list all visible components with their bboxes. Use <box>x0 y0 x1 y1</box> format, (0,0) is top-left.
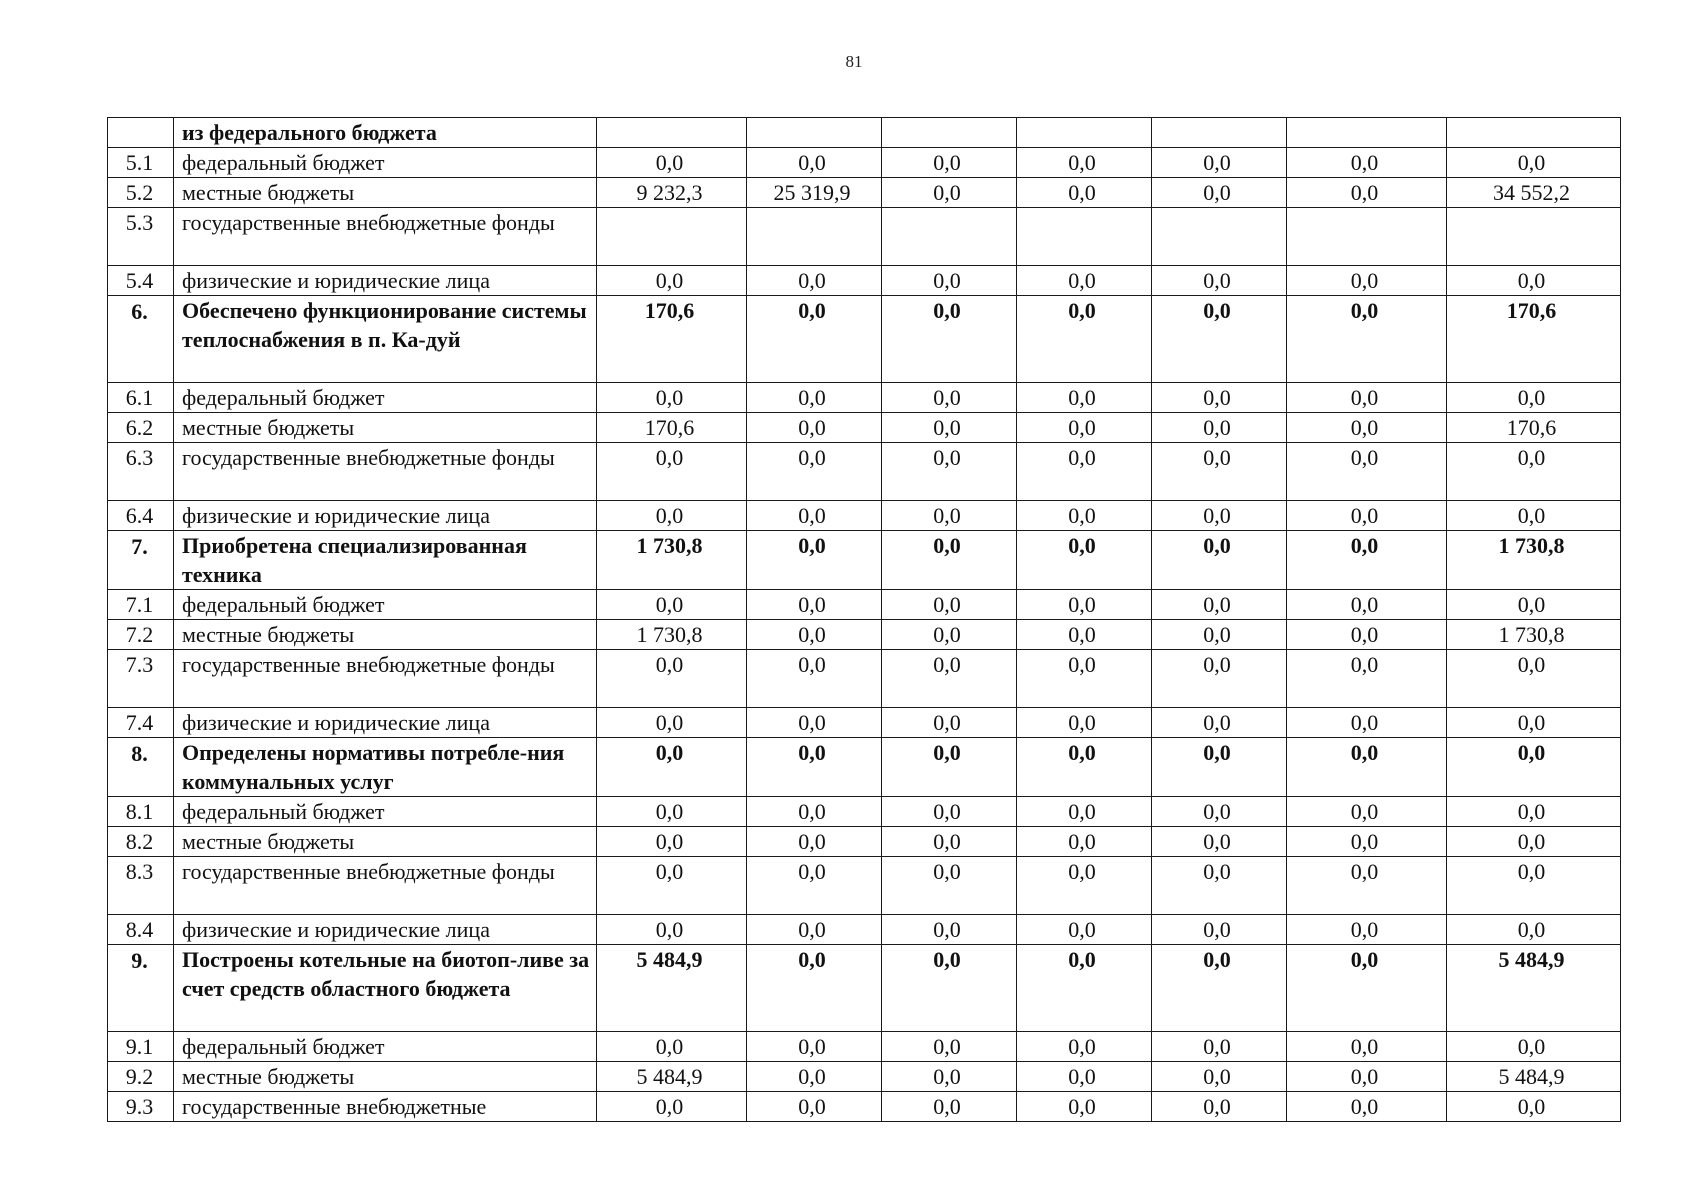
value-cell: 0,0 <box>882 443 1017 501</box>
value-cell: 0,0 <box>1017 620 1152 650</box>
value-cell: 0,0 <box>882 590 1017 620</box>
value-cell: 0,0 <box>882 1092 1017 1122</box>
row-name: Построены котельные на биотоп-ливе за счет средств областного бюджета <box>174 945 597 1032</box>
value-cell: 9 232,3 <box>597 178 747 208</box>
value-cell: 0,0 <box>597 1092 747 1122</box>
value-cell: 0,0 <box>882 266 1017 296</box>
row-name: государственные внебюджетные <box>174 1092 597 1122</box>
value-cell: 0,0 <box>747 708 882 738</box>
value-cell: 0,0 <box>1017 915 1152 945</box>
table-row <box>108 443 1621 501</box>
value-cell: 170,6 <box>597 413 747 443</box>
row-number <box>108 118 174 148</box>
value-cell: 0,0 <box>882 708 1017 738</box>
value-cell: 0,0 <box>1017 590 1152 620</box>
row-number: 5.4 <box>108 266 174 296</box>
value-cell: 0,0 <box>1017 738 1152 797</box>
value-cell: 0,0 <box>597 148 747 178</box>
value-cell: 0,0 <box>1447 827 1621 857</box>
value-cell: 0,0 <box>1152 1062 1287 1092</box>
value-cell: 0,0 <box>1152 148 1287 178</box>
table-row <box>108 945 1621 1032</box>
value-cell: 0,0 <box>1287 1092 1447 1122</box>
row-number: 8.4 <box>108 915 174 945</box>
value-cell: 0,0 <box>747 501 882 531</box>
row-number: 7. <box>108 531 174 590</box>
table-row <box>108 383 1621 413</box>
row-name: федеральный бюджет <box>174 1032 597 1062</box>
value-cell <box>1447 208 1621 266</box>
value-cell: 5 484,9 <box>1447 945 1621 1032</box>
value-cell: 0,0 <box>1152 857 1287 915</box>
value-cell <box>1152 118 1287 148</box>
value-cell: 0,0 <box>882 501 1017 531</box>
value-cell: 0,0 <box>597 1032 747 1062</box>
table-row <box>108 708 1621 738</box>
value-cell: 0,0 <box>1287 266 1447 296</box>
row-number: 8.3 <box>108 857 174 915</box>
value-cell: 0,0 <box>597 738 747 797</box>
value-cell: 0,0 <box>1447 915 1621 945</box>
value-cell: 0,0 <box>882 383 1017 413</box>
value-cell <box>597 118 747 148</box>
value-cell: 0,0 <box>882 178 1017 208</box>
value-cell: 0,0 <box>1017 443 1152 501</box>
row-number: 6.3 <box>108 443 174 501</box>
row-name: федеральный бюджет <box>174 590 597 620</box>
value-cell: 0,0 <box>597 266 747 296</box>
table-row <box>108 620 1621 650</box>
value-cell: 0,0 <box>1152 915 1287 945</box>
value-cell: 0,0 <box>1152 590 1287 620</box>
value-cell: 0,0 <box>747 797 882 827</box>
value-cell: 170,6 <box>1447 296 1621 383</box>
value-cell: 0,0 <box>1017 650 1152 708</box>
row-number: 6.1 <box>108 383 174 413</box>
value-cell: 0,0 <box>1447 1092 1621 1122</box>
value-cell: 1 730,8 <box>597 531 747 590</box>
value-cell: 0,0 <box>1152 413 1287 443</box>
value-cell: 0,0 <box>1152 1032 1287 1062</box>
value-cell <box>1152 208 1287 266</box>
value-cell: 0,0 <box>882 915 1017 945</box>
row-name: государственные внебюджетные фонды <box>174 443 597 501</box>
row-name: местные бюджеты <box>174 178 597 208</box>
value-cell: 0,0 <box>1447 708 1621 738</box>
value-cell: 0,0 <box>1447 148 1621 178</box>
value-cell: 0,0 <box>747 148 882 178</box>
value-cell: 0,0 <box>1017 413 1152 443</box>
value-cell: 0,0 <box>747 738 882 797</box>
value-cell: 0,0 <box>747 296 882 383</box>
value-cell: 0,0 <box>882 797 1017 827</box>
row-number: 8.1 <box>108 797 174 827</box>
value-cell: 0,0 <box>747 857 882 915</box>
row-name: физические и юридические лица <box>174 266 597 296</box>
value-cell: 0,0 <box>1152 501 1287 531</box>
value-cell <box>1017 208 1152 266</box>
value-cell: 0,0 <box>1017 827 1152 857</box>
row-number: 9.3 <box>108 1092 174 1122</box>
row-number: 7.2 <box>108 620 174 650</box>
value-cell <box>747 118 882 148</box>
value-cell: 0,0 <box>1287 945 1447 1032</box>
value-cell: 0,0 <box>1287 915 1447 945</box>
table-row <box>108 501 1621 531</box>
value-cell: 0,0 <box>597 915 747 945</box>
row-name: государственные внебюджетные фонды <box>174 857 597 915</box>
table-row <box>108 1032 1621 1062</box>
table-row <box>108 296 1621 383</box>
value-cell <box>1447 118 1621 148</box>
table-row <box>108 738 1621 797</box>
row-name: государственные внебюджетные фонды <box>174 650 597 708</box>
row-number: 6. <box>108 296 174 383</box>
row-name: местные бюджеты <box>174 413 597 443</box>
value-cell: 170,6 <box>597 296 747 383</box>
table-row <box>108 857 1621 915</box>
value-cell: 0,0 <box>1017 945 1152 1032</box>
value-cell: 0,0 <box>1017 148 1152 178</box>
row-number: 5.3 <box>108 208 174 266</box>
table-row <box>108 118 1621 148</box>
value-cell: 0,0 <box>747 1032 882 1062</box>
value-cell: 0,0 <box>1287 827 1447 857</box>
value-cell: 0,0 <box>1287 1062 1447 1092</box>
table-row <box>108 266 1621 296</box>
value-cell: 0,0 <box>1152 827 1287 857</box>
value-cell: 0,0 <box>1152 531 1287 590</box>
value-cell: 0,0 <box>882 148 1017 178</box>
value-cell <box>1017 118 1152 148</box>
row-number: 8. <box>108 738 174 797</box>
value-cell: 0,0 <box>1017 178 1152 208</box>
value-cell: 0,0 <box>1287 178 1447 208</box>
table-row <box>108 1092 1621 1122</box>
value-cell: 0,0 <box>1017 1062 1152 1092</box>
table-row <box>108 650 1621 708</box>
value-cell: 0,0 <box>1017 383 1152 413</box>
row-number: 7.4 <box>108 708 174 738</box>
value-cell: 0,0 <box>882 531 1017 590</box>
value-cell: 0,0 <box>747 590 882 620</box>
row-name: физические и юридические лица <box>174 915 597 945</box>
row-name: Определены нормативы потребле-ния коммунальных услуг <box>174 738 597 797</box>
value-cell: 0,0 <box>1447 501 1621 531</box>
value-cell: 0,0 <box>747 443 882 501</box>
value-cell: 0,0 <box>1152 797 1287 827</box>
value-cell: 0,0 <box>1287 857 1447 915</box>
value-cell: 1 730,8 <box>1447 620 1621 650</box>
value-cell: 0,0 <box>1152 296 1287 383</box>
value-cell: 0,0 <box>597 708 747 738</box>
row-number: 7.3 <box>108 650 174 708</box>
table-row <box>108 797 1621 827</box>
row-name: Обеспечено функционирование системы теплоснабжения в п. Ка-дуй <box>174 296 597 383</box>
value-cell: 0,0 <box>1287 620 1447 650</box>
value-cell <box>882 208 1017 266</box>
value-cell: 0,0 <box>1017 531 1152 590</box>
value-cell: 0,0 <box>597 443 747 501</box>
row-name: Приобретена специализированная техника <box>174 531 597 590</box>
value-cell: 0,0 <box>1287 148 1447 178</box>
value-cell: 0,0 <box>1152 178 1287 208</box>
value-cell: 0,0 <box>1287 531 1447 590</box>
value-cell: 0,0 <box>1287 590 1447 620</box>
table-row <box>108 1062 1621 1092</box>
value-cell: 0,0 <box>747 531 882 590</box>
value-cell: 0,0 <box>1017 857 1152 915</box>
value-cell: 0,0 <box>1152 443 1287 501</box>
value-cell: 0,0 <box>747 827 882 857</box>
value-cell: 0,0 <box>882 945 1017 1032</box>
value-cell: 0,0 <box>1447 650 1621 708</box>
value-cell: 1 730,8 <box>1447 531 1621 590</box>
table-row <box>108 413 1621 443</box>
value-cell: 0,0 <box>747 915 882 945</box>
value-cell: 0,0 <box>1447 797 1621 827</box>
value-cell: 0,0 <box>882 827 1017 857</box>
value-cell: 0,0 <box>747 650 882 708</box>
row-number: 6.4 <box>108 501 174 531</box>
value-cell: 34 552,2 <box>1447 178 1621 208</box>
row-number: 9.2 <box>108 1062 174 1092</box>
row-name: физические и юридические лица <box>174 501 597 531</box>
page-number: 81 <box>845 52 863 71</box>
value-cell: 0,0 <box>747 1062 882 1092</box>
value-cell: 0,0 <box>1017 266 1152 296</box>
value-cell: 0,0 <box>747 266 882 296</box>
row-number: 9.1 <box>108 1032 174 1062</box>
value-cell: 5 484,9 <box>597 945 747 1032</box>
value-cell: 0,0 <box>882 413 1017 443</box>
value-cell: 5 484,9 <box>1447 1062 1621 1092</box>
value-cell <box>1287 118 1447 148</box>
value-cell: 0,0 <box>597 797 747 827</box>
value-cell: 5 484,9 <box>597 1062 747 1092</box>
value-cell: 0,0 <box>1017 296 1152 383</box>
value-cell: 0,0 <box>597 383 747 413</box>
value-cell: 0,0 <box>1287 650 1447 708</box>
value-cell: 0,0 <box>597 857 747 915</box>
value-cell <box>597 208 747 266</box>
value-cell: 0,0 <box>1287 797 1447 827</box>
value-cell: 0,0 <box>747 413 882 443</box>
budget-table <box>107 117 1621 1122</box>
value-cell: 0,0 <box>1447 443 1621 501</box>
value-cell: 1 730,8 <box>597 620 747 650</box>
value-cell: 170,6 <box>1447 413 1621 443</box>
value-cell: 0,0 <box>882 857 1017 915</box>
value-cell: 0,0 <box>1017 708 1152 738</box>
value-cell: 0,0 <box>882 1062 1017 1092</box>
row-number: 8.2 <box>108 827 174 857</box>
table-row <box>108 590 1621 620</box>
row-number: 5.1 <box>108 148 174 178</box>
row-number: 5.2 <box>108 178 174 208</box>
row-name: местные бюджеты <box>174 827 597 857</box>
value-cell: 0,0 <box>1287 383 1447 413</box>
value-cell: 0,0 <box>1447 857 1621 915</box>
row-name: местные бюджеты <box>174 620 597 650</box>
value-cell: 0,0 <box>1287 443 1447 501</box>
value-cell: 0,0 <box>1447 738 1621 797</box>
value-cell: 0,0 <box>1287 501 1447 531</box>
value-cell: 0,0 <box>1017 797 1152 827</box>
value-cell: 0,0 <box>1287 708 1447 738</box>
value-cell: 0,0 <box>1447 266 1621 296</box>
table-row <box>108 208 1621 266</box>
row-name: государственные внебюджетные фонды <box>174 208 597 266</box>
table-row <box>108 531 1621 590</box>
value-cell: 0,0 <box>1152 650 1287 708</box>
value-cell: 0,0 <box>1287 1032 1447 1062</box>
value-cell: 0,0 <box>1152 266 1287 296</box>
value-cell: 0,0 <box>1017 1092 1152 1122</box>
table-row <box>108 827 1621 857</box>
value-cell: 0,0 <box>1152 383 1287 413</box>
value-cell: 0,0 <box>1447 383 1621 413</box>
value-cell <box>747 208 882 266</box>
value-cell: 0,0 <box>882 650 1017 708</box>
value-cell: 0,0 <box>597 650 747 708</box>
row-name: местные бюджеты <box>174 1062 597 1092</box>
value-cell: 0,0 <box>882 738 1017 797</box>
value-cell: 0,0 <box>1017 1032 1152 1062</box>
table-row <box>108 915 1621 945</box>
value-cell: 0,0 <box>747 620 882 650</box>
row-name: федеральный бюджет <box>174 383 597 413</box>
value-cell: 0,0 <box>1017 501 1152 531</box>
value-cell: 0,0 <box>1287 413 1447 443</box>
value-cell: 0,0 <box>597 501 747 531</box>
row-number: 7.1 <box>108 590 174 620</box>
value-cell: 0,0 <box>1287 738 1447 797</box>
value-cell: 0,0 <box>1287 296 1447 383</box>
value-cell: 0,0 <box>1447 1032 1621 1062</box>
row-number: 9. <box>108 945 174 1032</box>
value-cell: 0,0 <box>597 827 747 857</box>
value-cell: 0,0 <box>1152 708 1287 738</box>
value-cell: 0,0 <box>747 383 882 413</box>
row-name: федеральный бюджет <box>174 797 597 827</box>
value-cell: 0,0 <box>747 945 882 1032</box>
value-cell <box>1287 208 1447 266</box>
row-name: из федерального бюджета <box>174 118 597 148</box>
value-cell: 0,0 <box>882 1032 1017 1062</box>
value-cell: 0,0 <box>882 620 1017 650</box>
row-name: физические и юридические лица <box>174 708 597 738</box>
row-name: федеральный бюджет <box>174 148 597 178</box>
value-cell: 0,0 <box>1152 945 1287 1032</box>
value-cell <box>882 118 1017 148</box>
value-cell: 0,0 <box>882 296 1017 383</box>
value-cell: 0,0 <box>1152 1092 1287 1122</box>
value-cell: 0,0 <box>1152 738 1287 797</box>
value-cell: 0,0 <box>1447 590 1621 620</box>
value-cell: 25 319,9 <box>747 178 882 208</box>
table-row <box>108 148 1621 178</box>
value-cell: 0,0 <box>1152 620 1287 650</box>
row-number: 6.2 <box>108 413 174 443</box>
table-body <box>108 118 1621 1122</box>
table-row <box>108 178 1621 208</box>
value-cell: 0,0 <box>597 590 747 620</box>
value-cell: 0,0 <box>747 1092 882 1122</box>
